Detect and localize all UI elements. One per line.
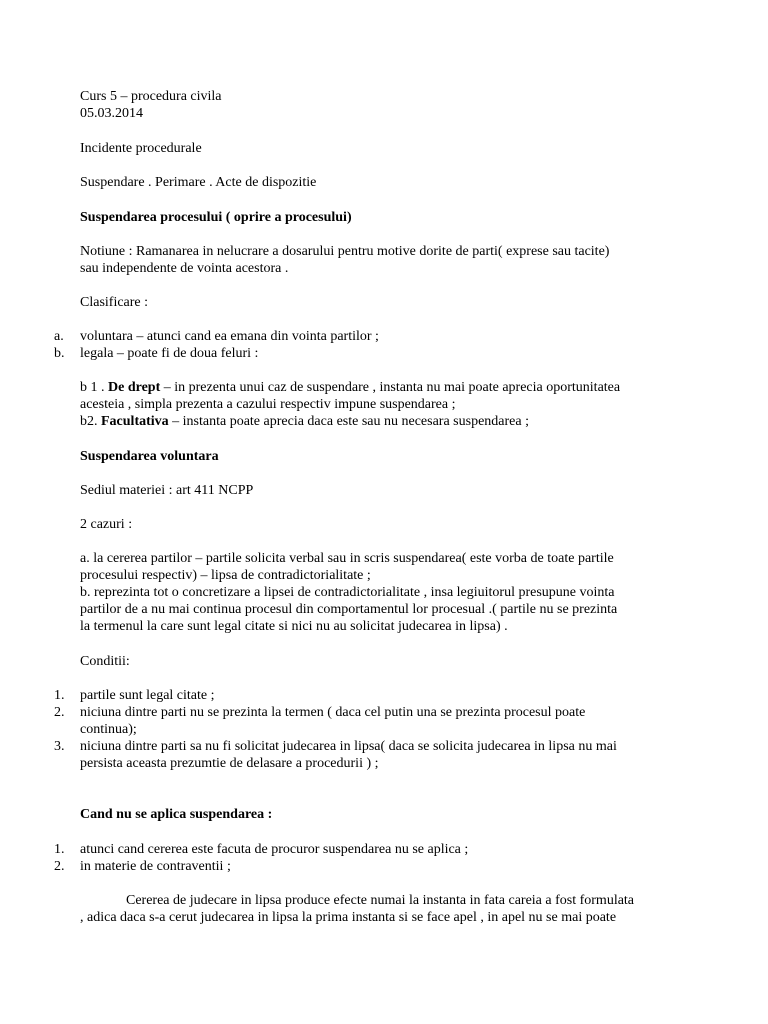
exception-marker: 2.: [54, 859, 65, 874]
b1-term: De drept: [108, 380, 161, 395]
condition-3-line-2: persista aceasta prezumtie de delasare a procedurii ) ;: [80, 756, 379, 771]
list-item-voluntary: voluntara – atunci cand ea emana din vointa partilor ;: [80, 329, 379, 344]
list-item-marker: b.: [54, 346, 65, 361]
topic-title: Incidente procedurale: [80, 141, 202, 156]
case-b-line-2: partilor de a nu mai continua procesul din comportamentul lor procesual .( partile nu se prezinta: [80, 602, 618, 617]
condition-1: partile sunt legal citate ;: [80, 688, 215, 703]
list-item-marker: a.: [54, 329, 64, 344]
condition-marker: 3.: [54, 739, 65, 754]
condition-3-line-1: niciuna dintre parti sa nu fi solicitat judecarea in lipsa( daca se solicita judecarea in lipsa nu mai: [80, 739, 617, 754]
exception-2: in materie de contraventii ;: [80, 859, 231, 874]
condition-2-line-1: niciuna dintre parti nu se prezinta la termen ( daca cel putin una se prezinta procesul poate: [80, 705, 586, 720]
condition-marker: 2.: [54, 705, 65, 720]
b2-line: [80, 413, 529, 430]
classification-label: Clasificare :: [80, 295, 149, 310]
b1-text: – in prezenta unui caz de suspendare , instanta nu mai poate aprecia oportunitatea: [160, 380, 621, 395]
section3-heading: Cand nu se aplica suspendarea :: [80, 807, 273, 822]
b2-text: – instanta poate aprecia daca este sau nu necesara suspendarea ;: [168, 414, 529, 429]
notion-line-1: Notiune : Ramanarea in nelucrare a dosarului pentru motive dorite de parti( exprese sau tacite): [80, 244, 610, 259]
case-b-line-3: la termenul la care sunt legal citate si nici nu au solicitat judecarea in lipsa) .: [80, 619, 508, 634]
condition-2-line-2: continua);: [80, 722, 137, 737]
b1-line-1: [80, 379, 620, 396]
b1-line-2: acesteia , simpla prezenta a cazului respectiv impune suspendarea ;: [80, 397, 456, 412]
notion-line-2: sau independente de vointa acestora .: [80, 261, 289, 276]
b1-prefix: b 1 .: [80, 380, 108, 395]
subtopics-line: Suspendare . Perimare . Acte de dispozitie: [80, 175, 317, 190]
section2-heading: Suspendarea voluntara: [80, 449, 219, 464]
b2-term: Facultativa: [101, 414, 169, 429]
course-title: Curs 5 – procedura civila: [80, 89, 222, 104]
case-b-line-1: b. reprezinta tot o concretizare a lipsei de contradictorialitate , insa legiuitorul presupune vointa: [80, 585, 615, 600]
case-a-line-1: a. la cererea partilor – partile solicita verbal sau in scris suspendarea( este vorba de toate partile: [80, 551, 614, 566]
b2-prefix: b2.: [80, 414, 101, 429]
condition-marker: 1.: [54, 688, 65, 703]
paragraph-line-1: Cererea de judecare in lipsa produce efecte numai la instanta in fata careia a fost formulata: [126, 893, 635, 908]
conditions-label: Conditii:: [80, 654, 130, 669]
section1-heading: Suspendarea procesului ( oprire a procesului): [80, 210, 352, 225]
list-item-legal: legala – poate fi de doua feluri :: [80, 346, 259, 361]
exception-marker: 1.: [54, 842, 65, 857]
exception-1: atunci cand cererea este facuta de procuror suspendarea nu se aplica ;: [80, 842, 469, 857]
seat-of-matter: Sediul materiei : art 411 NCPP: [80, 483, 254, 498]
case-a-line-2: procesului respectiv) – lipsa de contradictorialitate ;: [80, 568, 371, 583]
course-date: 05.03.2014: [80, 106, 143, 121]
paragraph-line-2: , adica daca s-a cerut judecarea in lipsa la prima instanta si se face apel , in apel nu se mai poate: [80, 910, 617, 925]
cases-label: 2 cazuri :: [80, 517, 133, 532]
